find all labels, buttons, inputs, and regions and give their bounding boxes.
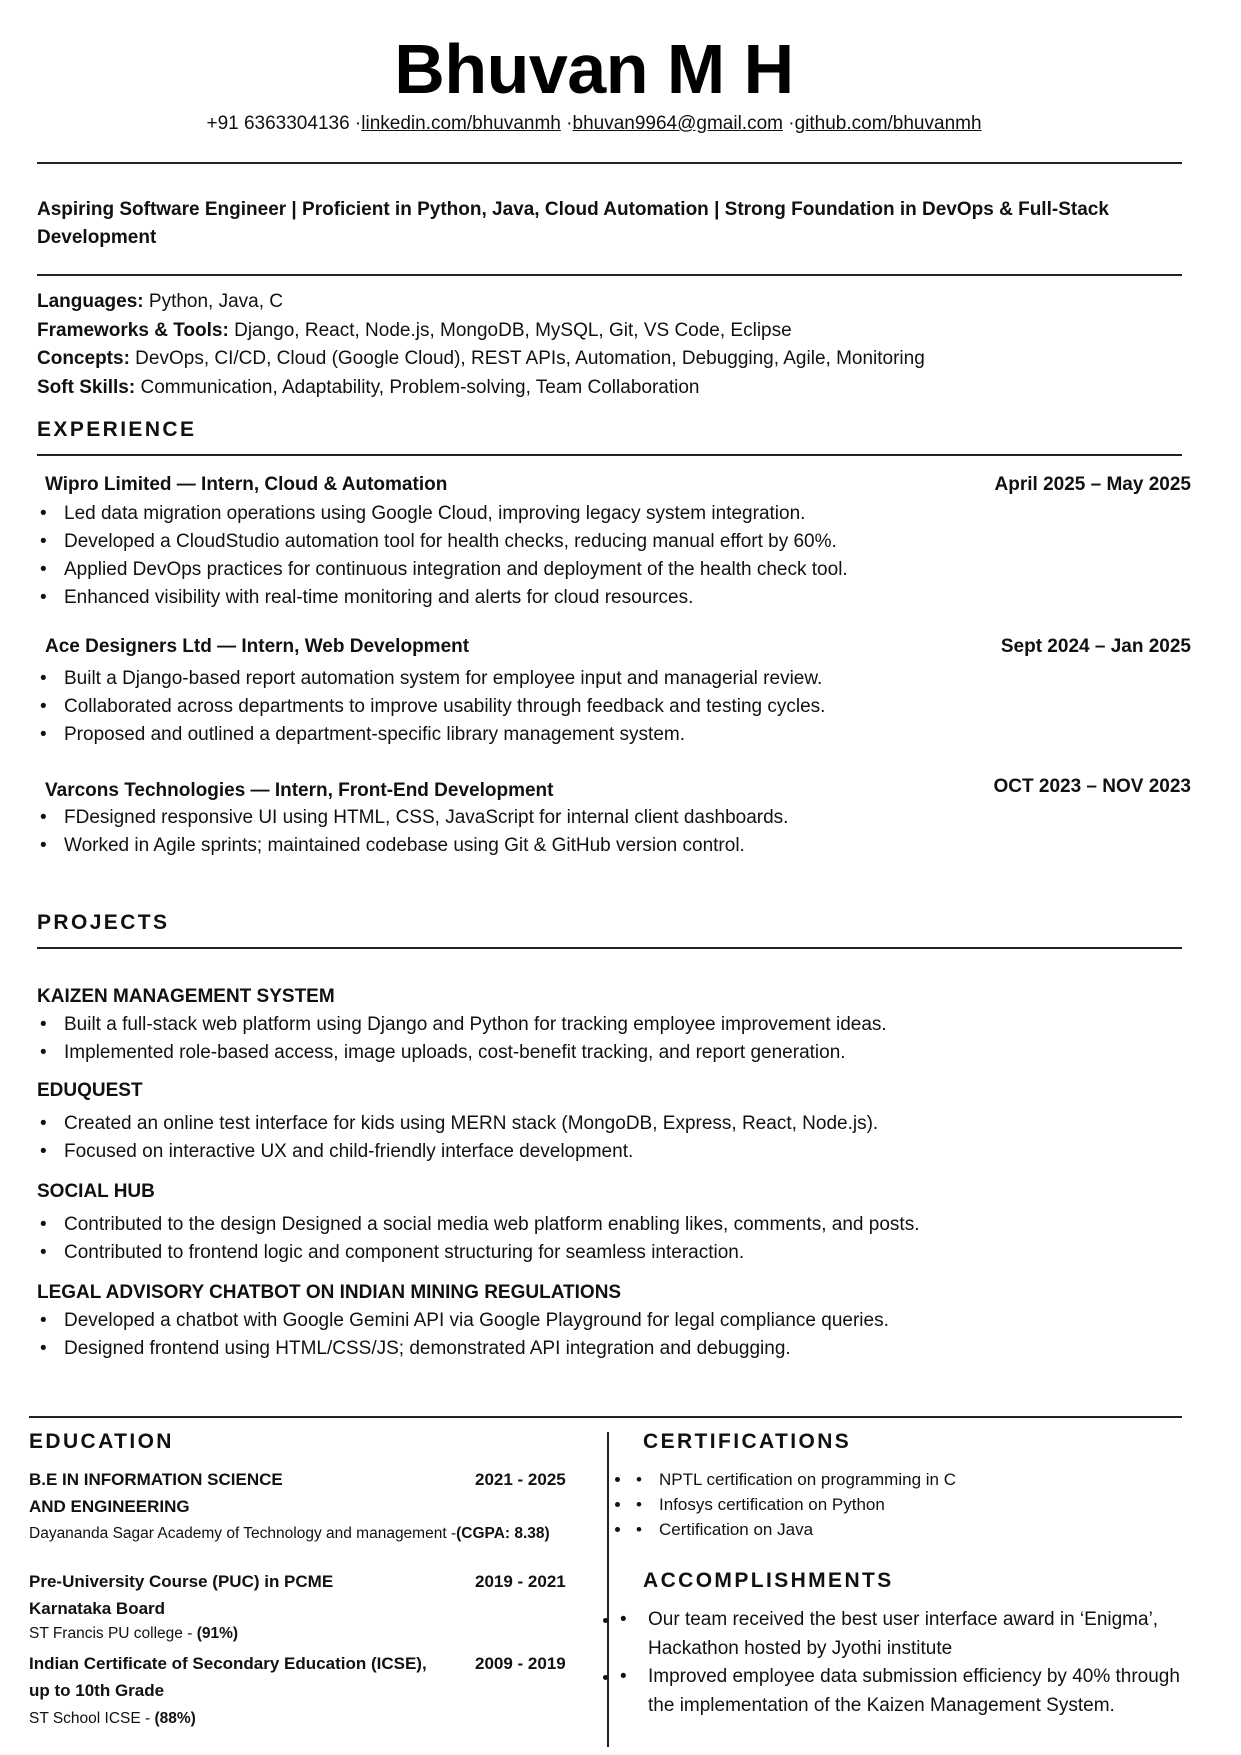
list-item: • • Improved employee data submission efficiency by 40% through the implementation of the Kaizen Management System. bbox=[620, 1663, 1202, 1720]
job-date: OCT 2023 – NOV 2023 bbox=[993, 776, 1191, 797]
projects-heading: PROJECTS bbox=[37, 911, 170, 934]
accomplishments-list bbox=[620, 1606, 1202, 1720]
list-item: • Collaborated across departments to improve usability through feedback and testing cycles. bbox=[37, 693, 1183, 721]
contact-line: +91 6363304136 ·linkedin.com/bhuvanmh ·bhuvan9964@gmail.com ·github.com/bhuvanmh bbox=[206, 113, 982, 134]
certifications-heading: CERTIFICATIONS bbox=[643, 1430, 852, 1453]
score: (88%) bbox=[154, 1710, 196, 1727]
project-bullets bbox=[37, 1307, 1177, 1363]
project-bullets bbox=[37, 1110, 1177, 1166]
job-date: April 2025 – May 2025 bbox=[994, 474, 1191, 495]
list-item: • Contributed to frontend logic and component structuring for seamless interaction. bbox=[37, 1239, 1177, 1267]
list-item: • Focused on interactive UX and child-friendly interface development. bbox=[37, 1138, 1177, 1166]
divider bbox=[37, 162, 1182, 164]
list-item: • • Our team received the best user interface award in ‘Enigma’, Hackathon hosted by Jyothi institute bbox=[620, 1606, 1202, 1663]
project-entry bbox=[37, 1279, 1177, 1363]
education-entry: Pre-University Course (PUC) in PCME 2019 - 2021 Karnataka Board ST Francis PU college - (91%) bbox=[29, 1568, 589, 1646]
list-item: • Developed a CloudStudio automation tool for health checks, reducing manual effort by 60%. bbox=[37, 528, 1183, 556]
list-item: • Built a full-stack web platform using Django and Python for tracking employee improvement ideas. bbox=[37, 1011, 1177, 1039]
job-entry bbox=[45, 632, 1191, 749]
accomplishments-heading: ACCOMPLISHMENTS bbox=[643, 1569, 894, 1592]
project-title: LEGAL ADVISORY CHATBOT ON INDIAN MINING REGULATIONS bbox=[37, 1282, 622, 1303]
project-entry bbox=[37, 1178, 1177, 1267]
list-item: • Led data migration operations using Google Cloud, improving legacy system integration. bbox=[37, 500, 1183, 528]
job-entry bbox=[45, 470, 1191, 612]
education-entry: Indian Certificate of Secondary Education (ICSE), 2009 - 2019 up to 10th Grade ST School ICSE - (88%) bbox=[29, 1650, 589, 1731]
headline: Aspiring Software Engineer | Proficient in Python, Java, Cloud Automation | Strong Foundation in DevOps & Full-Stack Development bbox=[37, 199, 1109, 248]
job-date: Sept 2024 – Jan 2025 bbox=[1000, 636, 1191, 657]
list-item: • Created an online test interface for kids using MERN stack (MongoDB, Express, React, Node.js). bbox=[37, 1110, 1177, 1138]
job-bullets bbox=[37, 804, 1183, 860]
degree-title: Pre-University Course (PUC) in PCME 2019 - 2021 bbox=[29, 1568, 589, 1595]
job-role: Wipro Limited — Intern, Cloud & Automation bbox=[45, 474, 448, 495]
phone-number: +91 6363304136 bbox=[206, 113, 350, 134]
job-role: Ace Designers Ltd — Intern, Web Development bbox=[45, 636, 470, 657]
skill-row: Languages: Python, Java, C bbox=[37, 291, 284, 312]
list-item: • Contributed to the design Designed a social media web platform enabling likes, comments, and posts. bbox=[37, 1211, 1177, 1239]
job-bullets bbox=[37, 500, 1183, 612]
project-entry bbox=[37, 983, 1177, 1067]
github-link[interactable]: github.com/bhuvanmh bbox=[794, 113, 982, 134]
school-name: ST School ICSE - (88%) bbox=[29, 1710, 196, 1727]
list-item: • Built a Django-based report automation system for employee input and managerial review. bbox=[37, 665, 1183, 693]
list-item: • • Infosys certification on Python bbox=[632, 1492, 1192, 1517]
divider bbox=[37, 274, 1182, 276]
divider bbox=[29, 1416, 1182, 1418]
education-entry: B.E IN INFORMATION SCIENCE 2021 - 2025 AND ENGINEERING Dayananda Sagar Academy of Technology and management -(CGPA: 8.38) bbox=[29, 1466, 589, 1546]
skills-section bbox=[37, 288, 1177, 402]
job-entry bbox=[45, 772, 1191, 860]
list-item: • Worked in Agile sprints; maintained codebase using Git & GitHub version control. bbox=[37, 832, 1183, 860]
list-item: • Implemented role-based access, image uploads, cost-benefit tracking, and report generation. bbox=[37, 1039, 1177, 1067]
skill-row: Soft Skills: Communication, Adaptability, Problem-solving, Team Collaboration bbox=[37, 376, 700, 398]
project-entry bbox=[37, 1077, 1177, 1166]
job-role: Varcons Technologies — Intern, Front-End Development bbox=[45, 780, 554, 801]
experience-heading: EXPERIENCE bbox=[37, 418, 197, 441]
column-divider bbox=[607, 1432, 609, 1747]
list-item: • • Certification on Java bbox=[632, 1517, 1192, 1542]
degree-title: Indian Certificate of Secondary Education (ICSE), 2009 - 2019 bbox=[29, 1650, 589, 1677]
list-item: • Designed frontend using HTML/CSS/JS; demonstrated API integration and debugging. bbox=[37, 1335, 1177, 1363]
education-years: 2009 - 2019 bbox=[475, 1654, 566, 1673]
degree-title: B.E IN INFORMATION SCIENCE 2021 - 2025 bbox=[29, 1466, 589, 1493]
divider bbox=[37, 947, 1182, 949]
score: (91%) bbox=[196, 1625, 239, 1642]
score: (CGPA: 8.38) bbox=[456, 1525, 550, 1542]
divider bbox=[37, 454, 1182, 456]
certifications-list bbox=[632, 1467, 1192, 1542]
project-title: EDUQUEST bbox=[37, 1080, 143, 1101]
skill-row: Concepts: DevOps, CI/CD, Cloud (Google Cloud), REST APIs, Automation, Debugging, Agile, Monitoring bbox=[37, 348, 925, 369]
candidate-name: Bhuvan M H bbox=[394, 30, 794, 108]
project-bullets bbox=[37, 1011, 1177, 1067]
school-name: Dayananda Sagar Academy of Technology and management -(CGPA: 8.38) bbox=[29, 1525, 550, 1542]
list-item: • Developed a chatbot with Google Gemini API via Google Playground for legal compliance queries. bbox=[37, 1307, 1177, 1335]
list-item: • Proposed and outlined a department-specific library management system. bbox=[37, 721, 1183, 749]
skill-row: Frameworks & Tools: Django, React, Node.js, MongoDB, MySQL, Git, VS Code, Eclipse bbox=[37, 319, 792, 341]
job-header bbox=[45, 772, 1191, 802]
list-item: • Enhanced visibility with real-time monitoring and alerts for cloud resources. bbox=[37, 584, 1183, 612]
list-item: • FDesigned responsive UI using HTML, CSS, JavaScript for internal client dashboards. bbox=[37, 804, 1183, 832]
education-heading: EDUCATION bbox=[29, 1430, 174, 1453]
education-years: 2021 - 2025 bbox=[475, 1470, 566, 1489]
job-header bbox=[45, 632, 1191, 662]
project-bullets bbox=[37, 1211, 1177, 1267]
school-name: ST Francis PU college - (91%) bbox=[29, 1625, 239, 1642]
list-item: • Applied DevOps practices for continuous integration and deployment of the health check tool. bbox=[37, 556, 1183, 584]
email-link[interactable]: bhuvan9964@gmail.com bbox=[572, 113, 783, 134]
project-title: KAIZEN MANAGEMENT SYSTEM bbox=[37, 986, 335, 1007]
job-header bbox=[45, 470, 1191, 500]
education-years: 2019 - 2021 bbox=[475, 1572, 566, 1591]
project-title: SOCIAL HUB bbox=[37, 1181, 155, 1202]
linkedin-link[interactable]: linkedin.com/bhuvanmh bbox=[361, 113, 561, 134]
list-item: • • NPTL certification on programming in C bbox=[632, 1467, 1192, 1492]
job-bullets bbox=[37, 665, 1183, 749]
